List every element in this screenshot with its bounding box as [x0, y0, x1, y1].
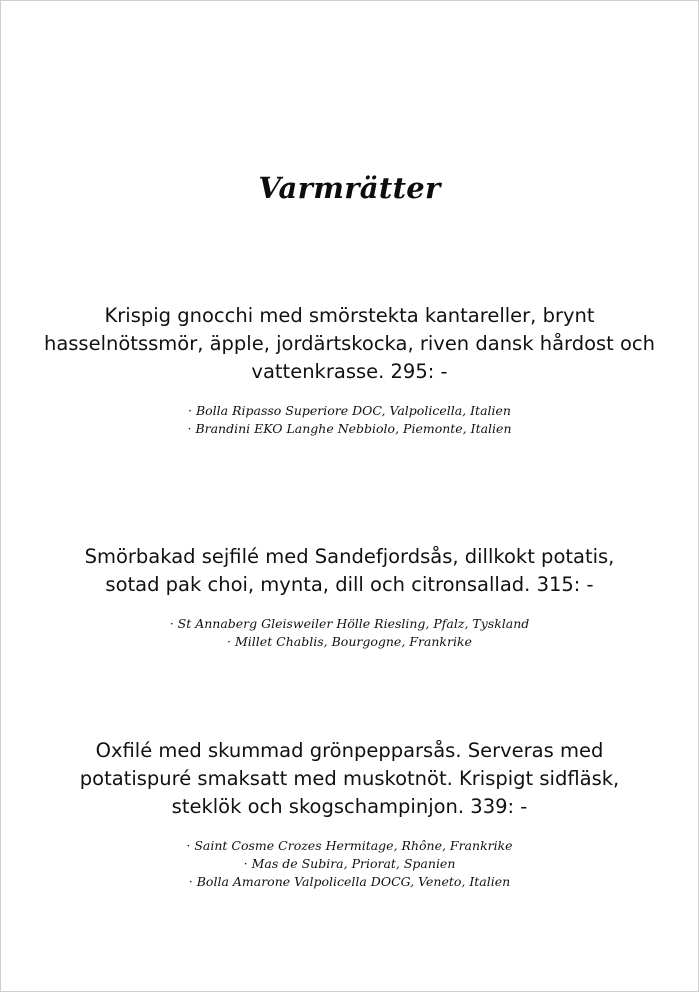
wine-list	[1, 615, 698, 651]
dish-item	[1, 543, 698, 651]
wine-item: · Millet Chablis, Bourgogne, Frankrike	[1, 633, 698, 651]
wine-list	[1, 837, 698, 891]
dish-description: Krispig gnocchi med smörstekta kantareller, brynt hasselnötssmör, äpple, jordärtskocka, riven dansk hårdost och vattenkrasse. 295: -	[43, 304, 656, 383]
wine-item: · Mas de Subira, Priorat, Spanien	[1, 855, 698, 873]
menu-title: Varmrätter	[258, 171, 441, 205]
dish-item	[1, 737, 698, 891]
dish-item	[1, 302, 698, 438]
wine-item: · Brandini EKO Langhe Nebbiolo, Piemonte, Italien	[1, 420, 698, 438]
wine-item: · Bolla Ripasso Superiore DOC, Valpolicella, Italien	[1, 402, 698, 420]
wine-item: · Bolla Amarone Valpolicella DOCG, Veneto, Italien	[1, 873, 698, 891]
wine-item: · St Annaberg Gleisweiler Hölle Riesling, Pfalz, Tyskland	[1, 615, 698, 633]
wine-item: · Saint Cosme Crozes Hermitage, Rhône, Frankrike	[1, 837, 698, 855]
wine-list	[1, 402, 698, 438]
dish-description: Smörbakad sejfilé med Sandefjordsås, dillkokt potatis, sotad pak choi, mynta, dill och citronsallad. 315: -	[84, 545, 615, 596]
dish-description: Oxfilé med skummad grönpepparsås. Serveras med potatispuré smaksatt med muskotnöt. Krispigt sidfläsk, steklök och skogschampinjon. 339: -	[79, 739, 620, 818]
